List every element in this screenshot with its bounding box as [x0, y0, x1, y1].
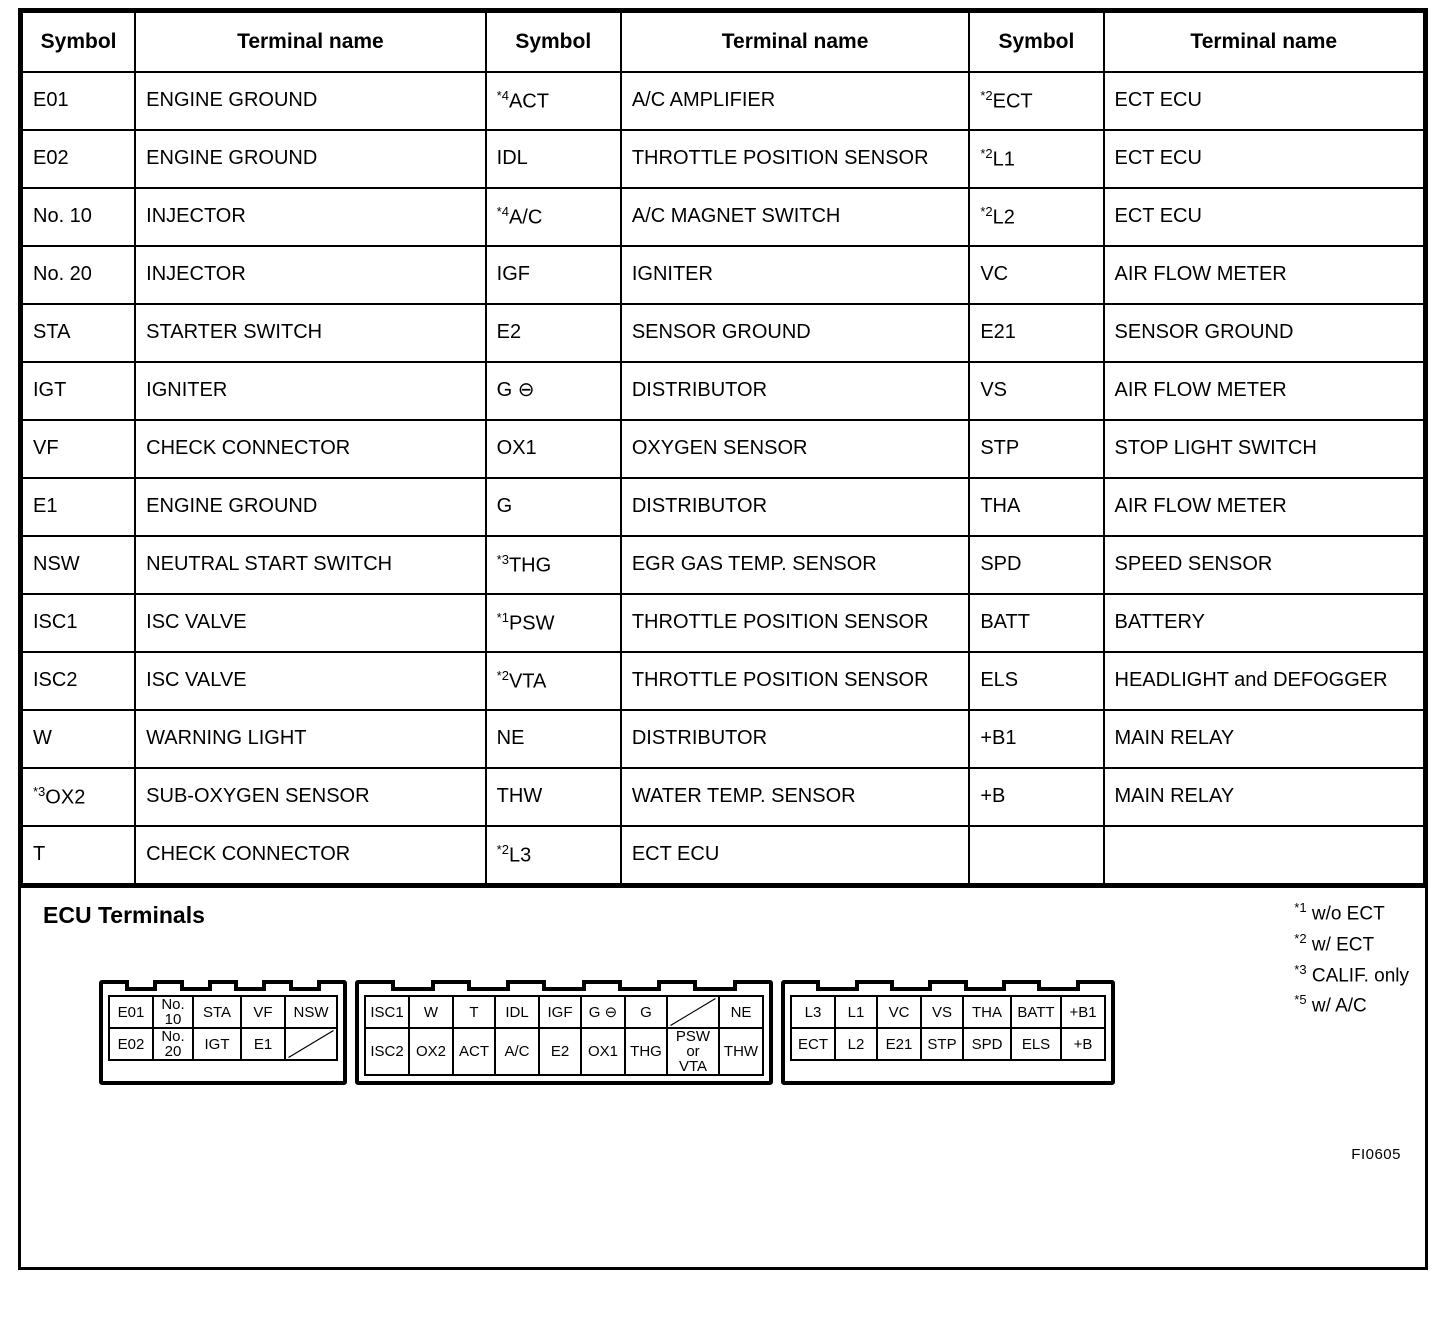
connector-pin — [285, 1028, 337, 1060]
cell-name-2: EGR GAS TEMP. SENSOR — [621, 536, 969, 594]
ecu-panel-title: ECU Terminals — [43, 902, 205, 928]
cell-symbol-2: $^{*1}$PSW — [486, 594, 621, 652]
cell-name-2: THROTTLE POSITION SENSOR — [621, 594, 969, 652]
cell-name-3: HEADLIGHT and DEFOGGER — [1104, 652, 1424, 710]
cell-symbol-2: G — [486, 478, 621, 536]
cell-symbol-2: IGF — [486, 246, 621, 304]
connector-pin: L3 — [791, 996, 835, 1028]
cell-name-2: WATER TEMP. SENSOR — [621, 768, 969, 826]
connector-pin: L1 — [835, 996, 877, 1028]
connector-pin-table — [108, 995, 338, 1061]
footnote-item: $^{*1}$ w/o ECT — [1294, 900, 1385, 925]
cell-symbol-2: $^{*4}$A/C — [486, 188, 621, 246]
table-row — [22, 478, 1424, 536]
connector-pin: ISC1 — [365, 996, 409, 1028]
connector-pin: STA — [193, 996, 241, 1028]
cell-symbol-1: No. 10 — [22, 188, 135, 246]
header-name-3: Terminal name — [1104, 12, 1424, 72]
cell-symbol-3: BATT — [969, 594, 1103, 652]
connector-block — [355, 980, 773, 1085]
connector-pin: THW — [719, 1028, 763, 1075]
cell-name-3 — [1104, 826, 1424, 884]
cell-name-2: THROTTLE POSITION SENSOR — [621, 130, 969, 188]
cell-symbol-3: +B1 — [969, 710, 1103, 768]
connector-pin: W — [409, 996, 453, 1028]
cell-name-2: DISTRIBUTOR — [621, 710, 969, 768]
connector-pin: ACT — [453, 1028, 495, 1075]
cell-symbol-2: E2 — [486, 304, 621, 362]
cell-name-3: ECT ECU — [1104, 188, 1424, 246]
cell-symbol-3: VC — [969, 246, 1103, 304]
connector-notches — [359, 980, 769, 991]
table-row — [22, 768, 1424, 826]
table-header-row — [22, 12, 1424, 72]
cell-symbol-2: G ⊖ — [486, 362, 621, 420]
connector-pin: G — [625, 996, 667, 1028]
cell-symbol-2: $^{*4}$ACT — [486, 72, 621, 130]
footnote-item: $^{*3}$ CALIF. only — [1294, 961, 1409, 986]
table-row — [22, 710, 1424, 768]
cell-name-1: SUB-OXYGEN SENSOR — [135, 768, 486, 826]
table-row — [22, 130, 1424, 188]
connector-pin: G ⊖ — [581, 996, 625, 1028]
cell-name-3: AIR FLOW METER — [1104, 246, 1424, 304]
connector-pin: THA — [963, 996, 1011, 1028]
connector-notches — [785, 980, 1111, 991]
cell-symbol-1: W — [22, 710, 135, 768]
connector-block — [781, 980, 1115, 1085]
connector-pin: E2 — [539, 1028, 581, 1075]
connector-pin: IGF — [539, 996, 581, 1028]
cell-symbol-2: $^{*2}$VTA — [486, 652, 621, 710]
connector-pin: NE — [719, 996, 763, 1028]
cell-name-2: ECT ECU — [621, 826, 969, 884]
cell-name-3: MAIN RELAY — [1104, 768, 1424, 826]
cell-name-1: INJECTOR — [135, 246, 486, 304]
header-name-2: Terminal name — [621, 12, 969, 72]
cell-name-3: MAIN RELAY — [1104, 710, 1424, 768]
cell-name-3: ECT ECU — [1104, 72, 1424, 130]
cell-name-1: INJECTOR — [135, 188, 486, 246]
cell-name-1: ISC VALVE — [135, 594, 486, 652]
cell-symbol-1: E02 — [22, 130, 135, 188]
cell-name-1: WARNING LIGHT — [135, 710, 486, 768]
cell-symbol-3: STP — [969, 420, 1103, 478]
connector-pin: L2 — [835, 1028, 877, 1060]
cell-name-1: ISC VALVE — [135, 652, 486, 710]
connector-pin-row — [109, 996, 337, 1028]
cell-symbol-3: SPD — [969, 536, 1103, 594]
table-row — [22, 362, 1424, 420]
table-row — [22, 536, 1424, 594]
header-symbol-1: Symbol — [22, 12, 135, 72]
cell-symbol-1: IGT — [22, 362, 135, 420]
cell-symbol-1: STA — [22, 304, 135, 362]
cell-symbol-2: IDL — [486, 130, 621, 188]
connector-pin: A/C — [495, 1028, 539, 1075]
connector-pin: VS — [921, 996, 963, 1028]
header-name-1: Terminal name — [135, 12, 486, 72]
connector-pin — [667, 996, 719, 1028]
connector-pin: ELS — [1011, 1028, 1061, 1060]
cell-name-3: BATTERY — [1104, 594, 1424, 652]
cell-name-3: SENSOR GROUND — [1104, 304, 1424, 362]
connector-pin: THG — [625, 1028, 667, 1075]
table-row — [22, 246, 1424, 304]
cell-symbol-1: E01 — [22, 72, 135, 130]
header-symbol-2: Symbol — [486, 12, 621, 72]
cell-symbol-1: E1 — [22, 478, 135, 536]
cell-symbol-3: $^{*2}$ECT — [969, 72, 1103, 130]
cell-symbol-3: $^{*2}$L2 — [969, 188, 1103, 246]
connector-pin: E21 — [877, 1028, 921, 1060]
connector-pin: E02 — [109, 1028, 153, 1060]
connector-pin: +B — [1061, 1028, 1105, 1060]
cell-symbol-2: $^{*3}$THG — [486, 536, 621, 594]
cell-symbol-3: E21 — [969, 304, 1103, 362]
footnote-item: $^{*2}$ w/ ECT — [1294, 930, 1375, 956]
cell-name-2: IGNITER — [621, 246, 969, 304]
connector-pin-row — [791, 996, 1105, 1028]
connector-pin: VF — [241, 996, 285, 1028]
header-symbol-3: Symbol — [969, 12, 1103, 72]
ecu-terminals-panel — [21, 885, 1425, 1163]
connector-pin: ECT — [791, 1028, 835, 1060]
connector-block — [99, 980, 347, 1085]
cell-name-1: ENGINE GROUND — [135, 72, 486, 130]
cell-symbol-1: T — [22, 826, 135, 884]
connector-pin-table — [364, 995, 764, 1076]
ecu-terminal-table — [21, 11, 1425, 885]
connector-pin: OX1 — [581, 1028, 625, 1075]
connector-pin: VC — [877, 996, 921, 1028]
cell-name-2: THROTTLE POSITION SENSOR — [621, 652, 969, 710]
cell-symbol-1: ISC2 — [22, 652, 135, 710]
connector-pin: IGT — [193, 1028, 241, 1060]
cell-name-3: ECT ECU — [1104, 130, 1424, 188]
cell-name-1: CHECK CONNECTOR — [135, 826, 486, 884]
table-row — [22, 420, 1424, 478]
cell-name-3: SPEED SENSOR — [1104, 536, 1424, 594]
connector-pin: PSW or VTA — [667, 1028, 719, 1075]
table-row — [22, 304, 1424, 362]
cell-symbol-3: ELS — [969, 652, 1103, 710]
connector-pin: E01 — [109, 996, 153, 1028]
connector-pin: +B1 — [1061, 996, 1105, 1028]
cell-symbol-3 — [969, 826, 1103, 884]
cell-name-1: ENGINE GROUND — [135, 478, 486, 536]
connector-pin-row — [791, 1028, 1105, 1060]
connector-pin-row — [365, 996, 763, 1028]
cell-name-1: ENGINE GROUND — [135, 130, 486, 188]
table-row — [22, 826, 1424, 884]
connector-pin: NSW — [285, 996, 337, 1028]
cell-name-2: DISTRIBUTOR — [621, 478, 969, 536]
connector-notches — [103, 980, 343, 991]
cell-symbol-2: NE — [486, 710, 621, 768]
connector-pin: IDL — [495, 996, 539, 1028]
connector-pin: OX2 — [409, 1028, 453, 1075]
cell-symbol-3: +B — [969, 768, 1103, 826]
connector-pin: BATT — [1011, 996, 1061, 1028]
cell-name-1: NEUTRAL START SWITCH — [135, 536, 486, 594]
cell-name-2: DISTRIBUTOR — [621, 362, 969, 420]
ecu-connector-diagram — [99, 980, 1115, 1085]
figure-code: FI0605 — [1351, 1146, 1401, 1163]
connector-pin-row — [365, 1028, 763, 1075]
cell-symbol-2: OX1 — [486, 420, 621, 478]
table-row — [22, 652, 1424, 710]
footnote-item: $^{*5}$ w/ A/C — [1294, 992, 1367, 1017]
cell-name-2: A/C AMPLIFIER — [621, 72, 969, 130]
cell-symbol-1: $^{*3}$OX2 — [22, 768, 135, 826]
connector-pin: ISC2 — [365, 1028, 409, 1075]
cell-symbol-2: THW — [486, 768, 621, 826]
cell-symbol-3: THA — [969, 478, 1103, 536]
table-row — [22, 594, 1424, 652]
table-row — [22, 72, 1424, 130]
document-page — [18, 8, 1428, 1270]
cell-symbol-3: $^{*2}$L1 — [969, 130, 1103, 188]
connector-pin: SPD — [963, 1028, 1011, 1060]
ecu-footnotes — [1294, 898, 1409, 1021]
cell-name-3: AIR FLOW METER — [1104, 362, 1424, 420]
cell-name-3: STOP LIGHT SWITCH — [1104, 420, 1424, 478]
cell-name-3: AIR FLOW METER — [1104, 478, 1424, 536]
cell-name-2: OXYGEN SENSOR — [621, 420, 969, 478]
connector-pin: No. 20 — [153, 1028, 193, 1060]
connector-pin-row — [109, 1028, 337, 1060]
cell-name-2: SENSOR GROUND — [621, 304, 969, 362]
cell-symbol-2: $^{*2}$L3 — [486, 826, 621, 884]
cell-name-1: IGNITER — [135, 362, 486, 420]
connector-pin: STP — [921, 1028, 963, 1060]
cell-name-1: STARTER SWITCH — [135, 304, 486, 362]
cell-name-1: CHECK CONNECTOR — [135, 420, 486, 478]
connector-pin: T — [453, 996, 495, 1028]
cell-symbol-3: VS — [969, 362, 1103, 420]
cell-symbol-1: NSW — [22, 536, 135, 594]
cell-symbol-1: No. 20 — [22, 246, 135, 304]
connector-pin: No. 10 — [153, 996, 193, 1028]
cell-name-2: A/C MAGNET SWITCH — [621, 188, 969, 246]
table-row — [22, 188, 1424, 246]
connector-pin: E1 — [241, 1028, 285, 1060]
cell-symbol-1: VF — [22, 420, 135, 478]
connector-pin-table — [790, 995, 1106, 1061]
cell-symbol-1: ISC1 — [22, 594, 135, 652]
